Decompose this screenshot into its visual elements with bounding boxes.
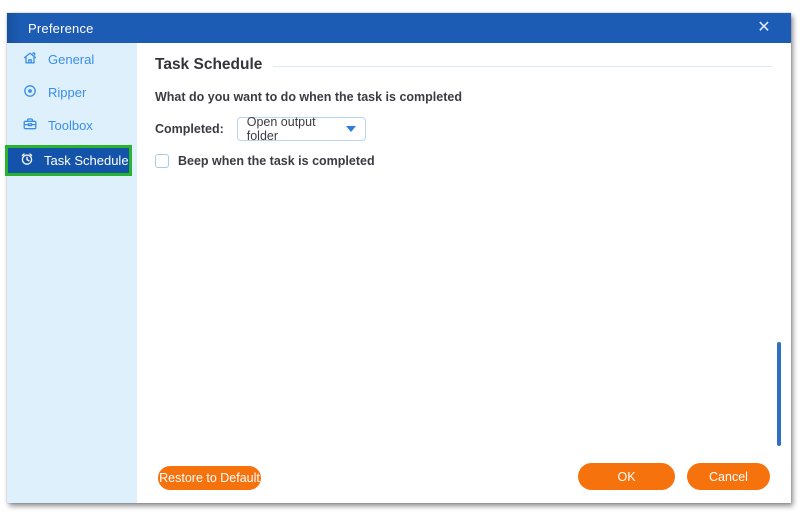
page-title: Task Schedule [155, 56, 263, 73]
sidebar-item-label: General [48, 52, 95, 67]
sidebar-item-label: Task Schedule [44, 153, 129, 168]
cancel-button[interactable]: Cancel [687, 463, 770, 490]
chevron-down-icon [346, 126, 356, 132]
task-completed-question: What do you want to do when the task is completed [155, 90, 462, 104]
sidebar-item-task-schedule[interactable] [5, 145, 132, 176]
titlebar [7, 13, 791, 43]
completed-label: Completed: [155, 122, 224, 136]
heading-divider [273, 66, 772, 67]
preference-dialog [7, 13, 791, 503]
alarm-clock-icon [19, 151, 35, 170]
restore-to-default-button[interactable]: Restore to Default [158, 466, 261, 490]
window-title: Preference [28, 20, 94, 36]
ok-button[interactable]: OK [578, 463, 675, 490]
completed-dropdown-value: Open output folder [246, 115, 316, 143]
scrollbar-thumb[interactable] [777, 342, 781, 446]
sidebar [7, 43, 137, 503]
task-schedule-pane [137, 43, 791, 503]
home-icon [22, 50, 38, 69]
sidebar-item-label: Ripper [48, 85, 87, 100]
close-icon[interactable]: ✕ [757, 19, 771, 36]
beep-checkbox-label: Beep when the task is completed [178, 154, 375, 168]
sidebar-item-general[interactable] [7, 43, 137, 76]
disc-icon [22, 83, 38, 102]
completed-dropdown[interactable] [237, 117, 366, 141]
sidebar-item-label: Toolbox [48, 118, 93, 133]
toolbox-icon [22, 116, 38, 135]
sidebar-item-ripper[interactable] [7, 76, 137, 109]
beep-checkbox[interactable] [155, 154, 169, 168]
sidebar-item-toolbox[interactable] [7, 109, 137, 142]
